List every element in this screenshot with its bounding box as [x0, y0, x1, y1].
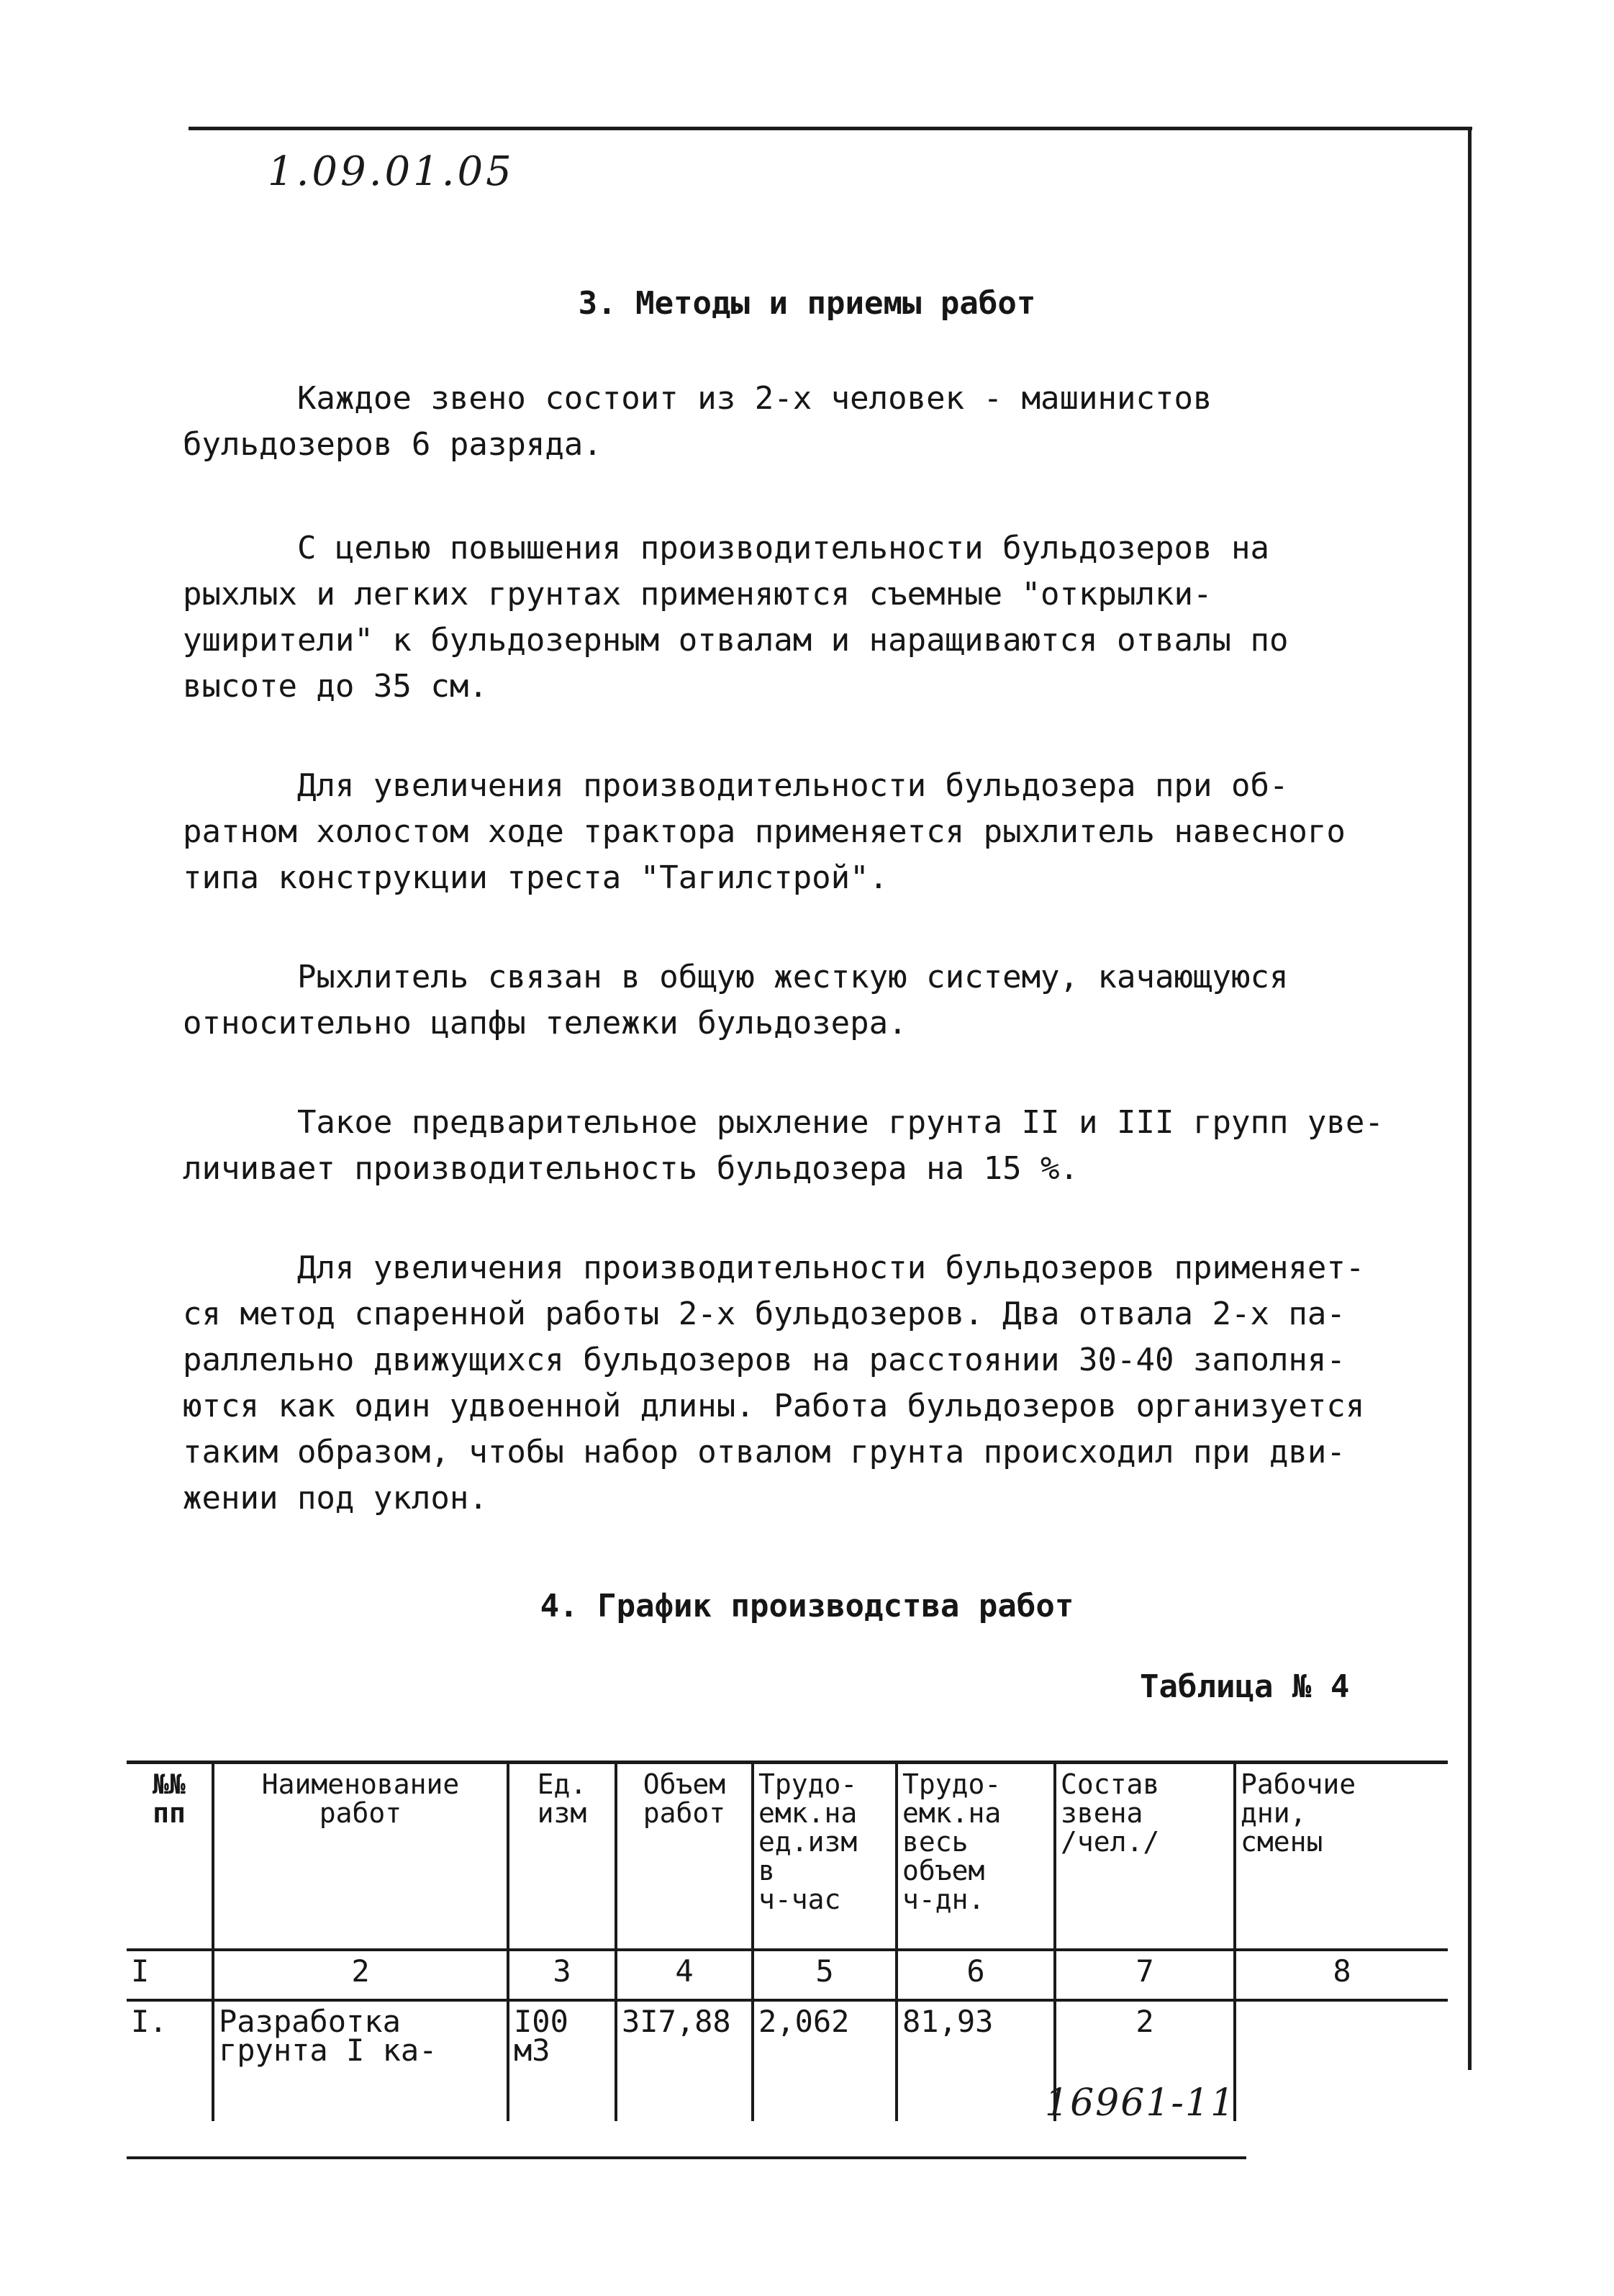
- inventory-number: 16961-11: [1045, 2082, 1236, 2125]
- table-cell-work-name: Разработка грунта I ка-: [213, 2000, 508, 2121]
- column-number: 7: [1055, 1950, 1235, 2000]
- section-4-title: 4. График производства работ: [540, 1588, 1074, 1624]
- table-label: Таблица № 4: [1140, 1668, 1350, 1705]
- column-number: 5: [753, 1950, 897, 2000]
- table-column-number-row: [127, 1950, 1448, 2000]
- document-code: 1.09.01.05: [268, 148, 514, 195]
- bottom-rule: [127, 2156, 1246, 2159]
- column-number: 3: [508, 1950, 616, 2000]
- table-cell-crew: 2: [1055, 2000, 1235, 2121]
- table-header-cell: №№ пп: [127, 1763, 213, 1951]
- table-header-cell: Наименование работ: [213, 1763, 508, 1951]
- table-cell-labor-total: 81,93: [897, 2000, 1055, 2121]
- table-header-cell: Рабочие дни, смены: [1235, 1763, 1448, 1951]
- table-cell-volume: 3I7,88: [616, 2000, 753, 2121]
- table-cell-unit: I00 м3: [508, 2000, 616, 2121]
- table-header-cell: Трудо- емк.на ед.изм в ч-час: [753, 1763, 897, 1951]
- paragraph: Для увеличения производительности бульдозеров применяет- ся метод спаренной работы 2-х бульдозеров. Два отвала 2-х па- раллельно движущихся бульдозеров на расстоянии 30-40 заполня- ются как один удвоенной длины. Работа бульдозеров организуется таким образом, чтобы набор отвалом грунта происходил при дви- жении под уклон.: [183, 1249, 1365, 1517]
- table-header-row: [127, 1763, 1448, 1951]
- table-cell-labor-per-unit: 2,062: [753, 2000, 897, 2121]
- section-3-title: 3. Методы и приемы работ: [578, 285, 1036, 322]
- paragraph: С целью повышения производительности бульдозеров на рыхлых и легких грунтах применяются съемные "открылки- уширители" к бульдозерным отвалам и наращиваются отвалы по высоте до 35 см.: [183, 530, 1289, 705]
- table-cell-number: I.: [127, 2000, 213, 2121]
- paragraph: Для увеличения производительности бульдозера при об- ратном холостом ходе трактора применяется рыхлитель навесного типа конструкции треста "Тагилстрой".: [183, 767, 1346, 896]
- column-number: 8: [1235, 1950, 1448, 2000]
- works-schedule-table: [127, 1761, 1448, 2121]
- table-cell-working-days: [1235, 2000, 1448, 2121]
- paragraph: Такое предварительное рыхление грунта II и III групп уве- личивает производительность бульдозера на 15 %.: [183, 1104, 1384, 1187]
- table-header-cell: Состав звена /чел./: [1055, 1763, 1235, 1951]
- table-header-cell: Объем работ: [616, 1763, 753, 1951]
- paragraph: Рыхлитель связан в общую жесткую систему, качающуюся относительно цапфы тележки бульдозера.: [183, 959, 1289, 1041]
- table-header-cell: Ед. изм: [508, 1763, 616, 1951]
- column-number: 4: [616, 1950, 753, 2000]
- page-frame-right: [1468, 127, 1472, 2070]
- table-row: [127, 2000, 1448, 2121]
- column-number: 2: [213, 1950, 508, 2000]
- column-number: 6: [897, 1950, 1055, 2000]
- paragraph: Каждое звено состоит из 2-х человек - машинистов бульдозеров 6 разряда.: [183, 380, 1212, 463]
- column-number: I: [127, 1950, 213, 2000]
- table-header-cell: Трудо- емк.на весь объем ч-дн.: [897, 1763, 1055, 1951]
- page-frame-top: [189, 127, 1472, 130]
